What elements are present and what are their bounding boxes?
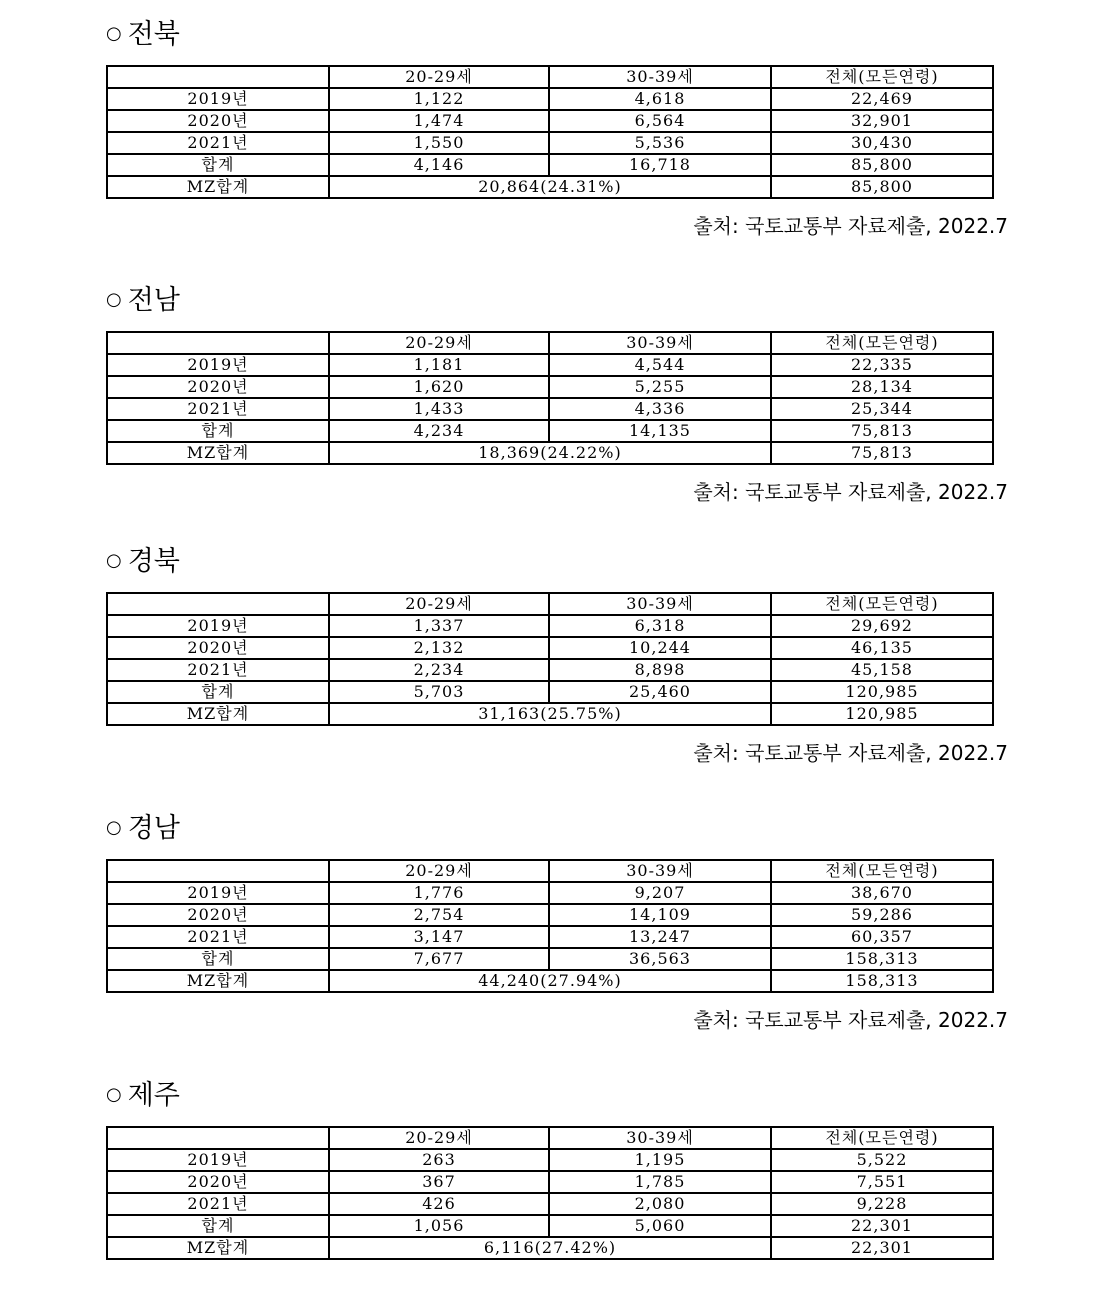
table-cell: 38,670 [771,882,993,904]
table-cell: 120,985 [771,681,993,703]
data-table [106,592,994,726]
table-cell: 16,718 [549,154,771,176]
table-row [107,88,993,110]
table-header-row [107,860,993,882]
table-cell: MZ합계 [107,176,329,198]
table-mz-total-row [107,970,993,992]
table-cell: 13,247 [549,926,771,948]
table-row [107,615,993,637]
table-cell: 7,677 [329,948,549,970]
table-cell: 1,550 [329,132,549,154]
table-cell: 1,122 [329,88,549,110]
table-cell: 29,692 [771,615,993,637]
table-row [107,637,993,659]
table-cell: 1,474 [329,110,549,132]
table-cell: 36,563 [549,948,771,970]
table-cell: 59,286 [771,904,993,926]
table-header-row [107,66,993,88]
table-cell: 합계 [107,154,329,176]
table-cell: 25,344 [771,398,993,420]
table-cell: 2,234 [329,659,549,681]
table-cell: 367 [329,1171,549,1193]
table-mz-total-row [107,1237,993,1259]
table-cell: 30,430 [771,132,993,154]
table-cell: 2019년 [107,1149,329,1171]
table-cell: 2019년 [107,882,329,904]
table-cell: 2020년 [107,110,329,132]
table-header-cell [107,1127,329,1149]
table-cell: 8,898 [549,659,771,681]
table-cell: 2,132 [329,637,549,659]
data-table [106,1126,994,1260]
table-header-cell: 전체(모든연령) [771,66,993,88]
table-cell: 7,551 [771,1171,993,1193]
table-cell: 합계 [107,681,329,703]
table-mz-total-row [107,442,993,464]
table-cell: 3,147 [329,926,549,948]
table-header-cell: 전체(모든연령) [771,332,993,354]
table-cell: 5,060 [549,1215,771,1237]
circle-bullet-icon: ○ [106,1084,122,1105]
data-table [106,331,994,465]
table-header-row [107,593,993,615]
table-header-cell: 30-39세 [549,66,771,88]
table-cell: 120,985 [771,703,993,725]
table-cell: 2021년 [107,926,329,948]
table-cell: MZ합계 [107,703,329,725]
table-cell: 1,181 [329,354,549,376]
table-row [107,1193,993,1215]
circle-bullet-icon: ○ [106,817,122,838]
table-cell: 2021년 [107,659,329,681]
table-row [107,1149,993,1171]
section-title-text: 전남 [127,285,180,316]
table-total-row [107,420,993,442]
table-header-cell [107,860,329,882]
mz-total-cell: 6,116(27.42%) [329,1237,771,1259]
table-cell: 22,301 [771,1215,993,1237]
table-cell: 5,703 [329,681,549,703]
table-header-cell [107,66,329,88]
source-note: 출처: 국토교통부 자료제출, 2022.7 [693,1008,1008,1032]
table-cell: 158,313 [771,948,993,970]
table-cell: 158,313 [771,970,993,992]
section-title [106,283,180,317]
mz-total-cell: 20,864(24.31%) [329,176,771,198]
table-cell: 2,080 [549,1193,771,1215]
section-title-text: 제주 [127,1080,180,1111]
data-table [106,65,994,199]
table-cell: 2021년 [107,1193,329,1215]
table-cell: 2020년 [107,1171,329,1193]
table-cell: 5,536 [549,132,771,154]
source-note: 출처: 국토교통부 자료제출, 2022.7 [693,214,1008,238]
table-cell: 2,754 [329,904,549,926]
table-cell: 1,195 [549,1149,771,1171]
table-row [107,132,993,154]
table-header-cell [107,593,329,615]
table-cell: 4,234 [329,420,549,442]
table-row [107,882,993,904]
table-header-cell [107,332,329,354]
table-cell: 9,207 [549,882,771,904]
table-cell: 1,620 [329,376,549,398]
table-cell: MZ합계 [107,970,329,992]
table-cell: 2021년 [107,398,329,420]
table-header-cell: 30-39세 [549,332,771,354]
table-cell: MZ합계 [107,1237,329,1259]
table-cell: 4,618 [549,88,771,110]
table-header-cell: 전체(모든연령) [771,860,993,882]
table-total-row [107,681,993,703]
source-note: 출처: 국토교통부 자료제출, 2022.7 [693,741,1008,765]
table-cell: 5,522 [771,1149,993,1171]
table-total-row [107,154,993,176]
table-cell: 5,255 [549,376,771,398]
section-title [106,17,180,51]
table-header-cell: 20-29세 [329,332,549,354]
table-header-cell: 전체(모든연령) [771,593,993,615]
table-cell: 14,135 [549,420,771,442]
table-cell: 1,056 [329,1215,549,1237]
circle-bullet-icon: ○ [106,289,122,310]
table-cell: 2019년 [107,615,329,637]
mz-total-cell: 44,240(27.94%) [329,970,771,992]
table-cell: 45,158 [771,659,993,681]
table-mz-total-row [107,703,993,725]
table-header-row [107,1127,993,1149]
section-title [106,811,180,845]
circle-bullet-icon: ○ [106,550,122,571]
table-row [107,904,993,926]
table-row [107,354,993,376]
section-title [106,544,180,578]
table-total-row [107,1215,993,1237]
table-row [107,110,993,132]
data-table [106,859,994,993]
table-header-cell: 20-29세 [329,860,549,882]
table-cell: 85,800 [771,176,993,198]
table-cell: 46,135 [771,637,993,659]
mz-total-cell: 31,163(25.75%) [329,703,771,725]
table-cell: 합계 [107,1215,329,1237]
table-cell: 1,776 [329,882,549,904]
table-cell: 6,318 [549,615,771,637]
table-total-row [107,948,993,970]
table-cell: 10,244 [549,637,771,659]
mz-total-cell: 18,369(24.22%) [329,442,771,464]
table-header-cell: 20-29세 [329,593,549,615]
table-cell: 1,433 [329,398,549,420]
table-cell: 4,146 [329,154,549,176]
circle-bullet-icon: ○ [106,23,122,44]
table-mz-total-row [107,176,993,198]
section-title [106,1078,180,1112]
table-cell: 6,564 [549,110,771,132]
table-header-cell: 30-39세 [549,1127,771,1149]
table-header-cell: 20-29세 [329,1127,549,1149]
table-cell: 14,109 [549,904,771,926]
table-cell: 75,813 [771,420,993,442]
table-cell: 32,901 [771,110,993,132]
table-row [107,1171,993,1193]
table-cell: 2020년 [107,376,329,398]
table-cell: 1,337 [329,615,549,637]
table-header-cell: 30-39세 [549,860,771,882]
section-title-text: 경북 [127,546,180,577]
section-title-text: 경남 [127,813,180,844]
table-cell: 4,544 [549,354,771,376]
table-header-row [107,332,993,354]
table-row [107,926,993,948]
source-note: 출처: 국토교통부 자료제출, 2022.7 [693,480,1008,504]
table-row [107,659,993,681]
table-cell: 2019년 [107,354,329,376]
table-cell: 4,336 [549,398,771,420]
table-cell: 9,228 [771,1193,993,1215]
table-cell: 2021년 [107,132,329,154]
table-row [107,376,993,398]
table-cell: 25,460 [549,681,771,703]
table-cell: 22,301 [771,1237,993,1259]
table-cell: 28,134 [771,376,993,398]
table-cell: 2020년 [107,637,329,659]
table-cell: 75,813 [771,442,993,464]
table-header-cell: 30-39세 [549,593,771,615]
table-cell: 60,357 [771,926,993,948]
table-row [107,398,993,420]
table-header-cell: 20-29세 [329,66,549,88]
table-cell: 22,335 [771,354,993,376]
table-cell: 263 [329,1149,549,1171]
table-cell: 2019년 [107,88,329,110]
table-cell: 1,785 [549,1171,771,1193]
table-cell: 426 [329,1193,549,1215]
table-cell: 합계 [107,948,329,970]
table-cell: 85,800 [771,154,993,176]
table-cell: 22,469 [771,88,993,110]
table-cell: 합계 [107,420,329,442]
section-title-text: 전북 [127,19,180,50]
table-header-cell: 전체(모든연령) [771,1127,993,1149]
table-cell: 2020년 [107,904,329,926]
table-cell: MZ합계 [107,442,329,464]
